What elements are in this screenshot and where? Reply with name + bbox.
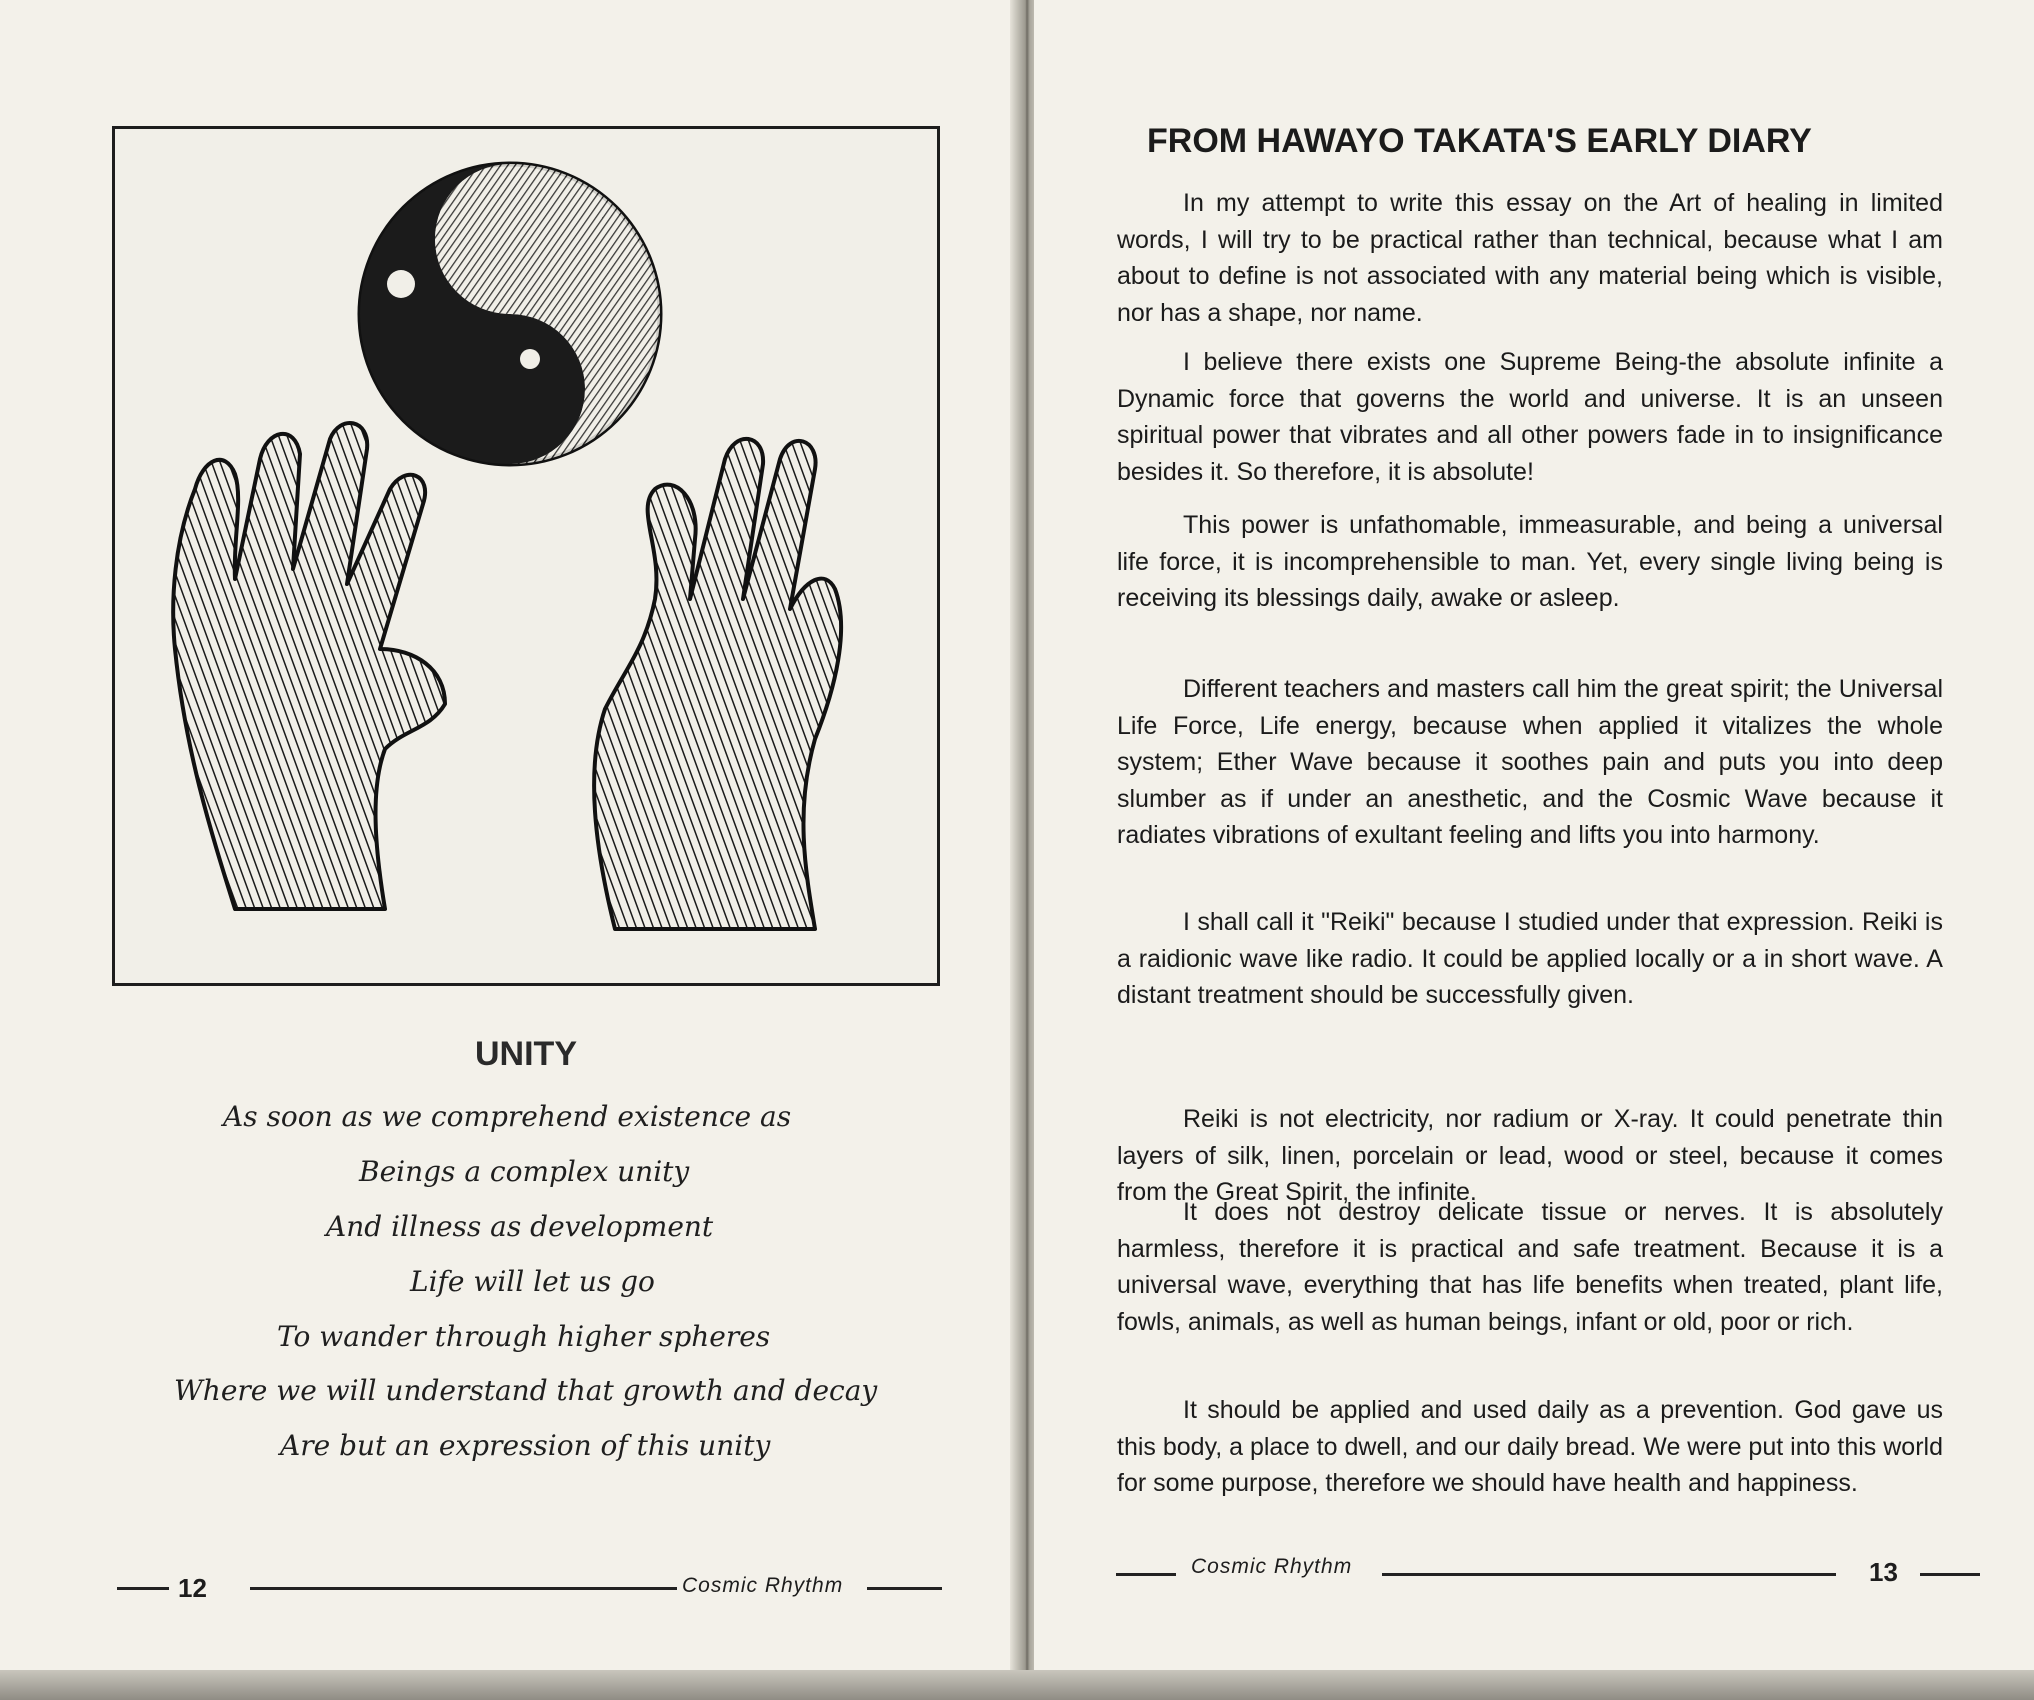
paragraph: Reiki is not electricity, nor radium or X-ray. It could penetrate thin layers of silk, linen, porcelain or lead, wood or steel, because it comes from the Great Spirit, the infinite. bbox=[1117, 1105, 1943, 1207]
page-bottom-edge bbox=[0, 1670, 2034, 1700]
poem-line: Are but an expression of this unity bbox=[280, 1429, 771, 1462]
footer-rule bbox=[867, 1587, 942, 1590]
poem-line: Life will let us go bbox=[410, 1265, 655, 1298]
footer-rule bbox=[1920, 1573, 1980, 1576]
paragraph: Different teachers and masters call him the great spirit; the Universal Life Force, Life energy, because when applied it vitalizes the whole system; Ether Wave because it soothes pain and puts you into deep slumber as if under an anesthetic, and the Cosmic Wave because it radiates vibrations of exultant feeling and lifts you into harmony. bbox=[1117, 675, 1943, 850]
running-title: Cosmic Rhythm bbox=[1191, 1555, 1353, 1578]
poem-line: As soon as we comprehend existence as bbox=[223, 1100, 792, 1133]
paragraph: I shall call it "Reiki" because I studied under that expression. Reiki is a raidionic wave like radio. It could be applied locally or a in short wave. A distant treatment should be successfully given. bbox=[1117, 908, 1943, 1010]
left-page bbox=[0, 0, 1021, 1680]
paragraph: In my attempt to write this essay on the Art of healing in limited words, I will try to be practical rather than technical, because what I am about to define is not associated with any material being which is visible, nor has a shape, nor name. bbox=[1117, 189, 1943, 327]
poem-line: And illness as development bbox=[326, 1210, 714, 1243]
poem-line: Beings a complex unity bbox=[359, 1155, 690, 1188]
paragraph: It should be applied and used daily as a prevention. God gave us this body, a place to dwell, and our daily bread. We were put into this world for some purpose, therefore we should have health and happiness. bbox=[1117, 1396, 1943, 1498]
page-title: FROM HAWAYO TAKATA'S EARLY DIARY bbox=[1147, 122, 1812, 160]
yin-yang-hands-illustration bbox=[112, 126, 940, 986]
running-title: Cosmic Rhythm bbox=[682, 1574, 844, 1597]
footer-rule bbox=[1116, 1573, 1176, 1576]
poem-line: To wander through higher spheres bbox=[277, 1320, 771, 1353]
paragraph: This power is unfathomable, immeasurable, and being a universal life force, it is incomprehensible to man. Yet, every single living being is receiving its blessings daily, awake or asleep. bbox=[1117, 511, 1943, 613]
footer-rule bbox=[117, 1587, 169, 1590]
yin-yang-icon bbox=[360, 164, 660, 464]
paragraph: It does not destroy delicate tissue or nerves. It is absolutely harmless, therefore it is practical and safe treatment. Because it is a universal wave, everything that has life benefits when treated, plant life, fowls, animals, as well as human beings, infant or old, poor or rich. bbox=[1117, 1198, 1943, 1336]
left-hand-icon bbox=[173, 423, 445, 909]
footer-rule bbox=[250, 1587, 677, 1590]
footer-rule bbox=[1382, 1573, 1836, 1576]
page-number: 13 bbox=[1869, 1557, 1898, 1587]
right-hand-icon bbox=[594, 439, 841, 929]
poem-line: Where we will understand that growth and decay bbox=[174, 1374, 878, 1407]
page-number: 12 bbox=[178, 1573, 207, 1603]
right-page bbox=[1034, 0, 2034, 1680]
paragraph: I believe there exists one Supreme Being-the absolute infinite a Dynamic force that governs the world and universe. It is an unseen spiritual power that vibrates and all other powers fade in to insignificance besides it. So therefore, it is absolute! bbox=[1117, 348, 1943, 486]
poem-title: UNITY bbox=[475, 1035, 577, 1073]
